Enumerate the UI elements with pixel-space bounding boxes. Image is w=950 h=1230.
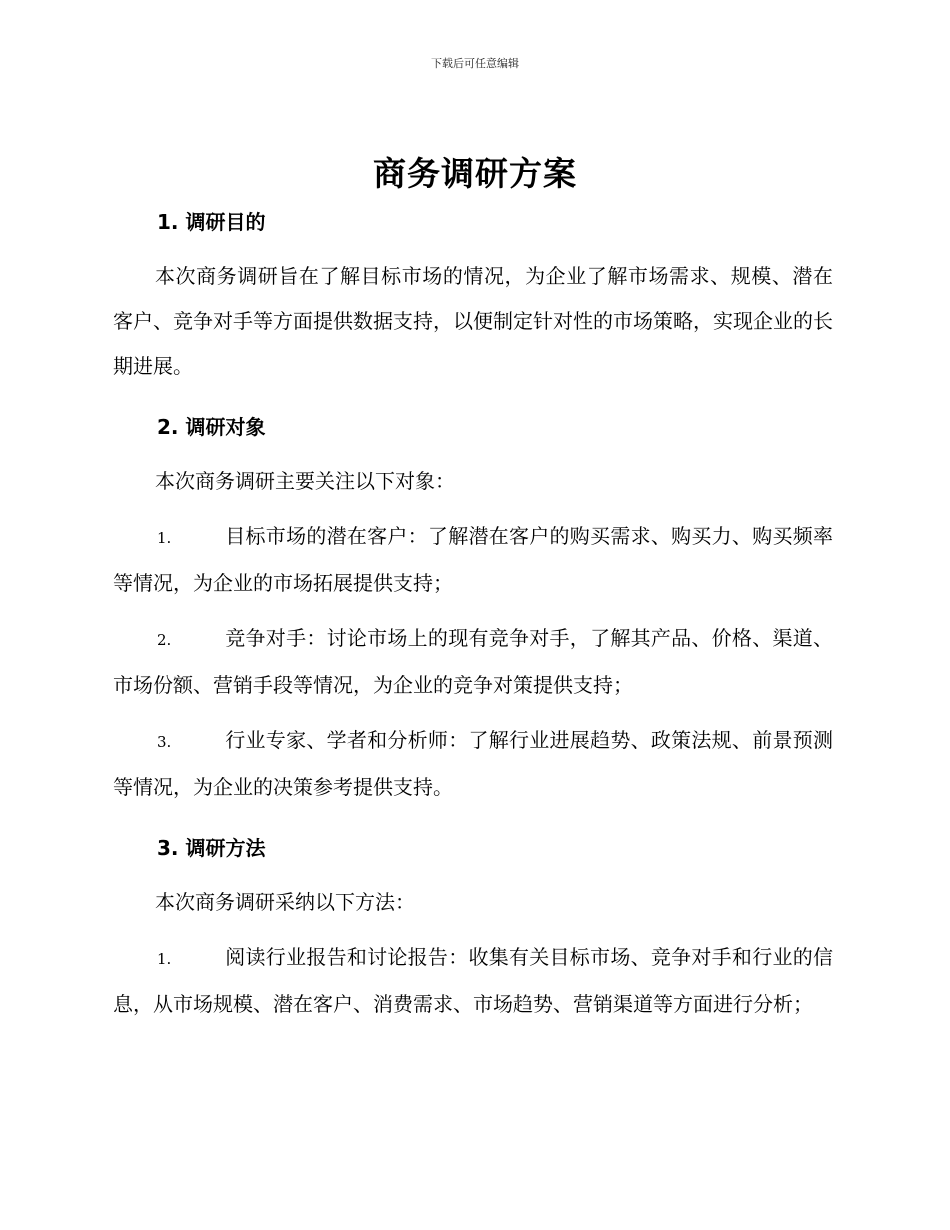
list-number: 1. (157, 529, 172, 547)
list-item-text: 阅读行业报告和讨论报告：收集有关目标市场、竞争对手和行业的信息，从市场规模、潜在客户、消费需求、市场趋势、营销渠道等方面进行分析； (113, 945, 833, 1016)
list-item-text: 行业专家、学者和分析师：了解行业进展趋势、政策法规、前景预测等情况，为企业的决策参考提供支持。 (113, 728, 833, 799)
list-item (113, 616, 833, 708)
list-item (113, 514, 833, 606)
paragraph-intro: 本次商务调研采纳以下方法： (155, 890, 415, 914)
list-number: 1. (157, 950, 172, 968)
paragraph-intro: 本次商务调研主要关注以下对象： (155, 469, 455, 493)
paragraph: 本次商务调研旨在了解目标市场的情况，为企业了解市场需求、规模、潜在客户、竞争对手等方面提供数据支持，以便制定针对性的市场策略，实现企业的长期进展。 (113, 264, 833, 378)
document-title: 商务调研方案 (373, 154, 577, 193)
list-item (113, 935, 833, 1027)
document-body (113, 202, 833, 1027)
list-item (113, 718, 833, 810)
section-heading: 2. 调研对象 (157, 415, 266, 439)
section-heading: 3. 调研方法 (157, 836, 266, 860)
page-header: 下载后可任意编辑 (431, 57, 519, 70)
list-number: 3. (157, 733, 172, 751)
list-item-text: 竞争对手：讨论市场上的现有竞争对手，了解其产品、价格、渠道、市场份额、营销手段等情况，为企业的竞争对策提供支持； (113, 626, 833, 697)
list-number: 2. (157, 631, 172, 649)
section-heading: 1. 调研目的 (157, 210, 266, 234)
list-item-text: 目标市场的潜在客户：了解潜在客户的购买需求、购买力、购买频率等情况，为企业的市场拓展提供支持； (113, 524, 833, 595)
